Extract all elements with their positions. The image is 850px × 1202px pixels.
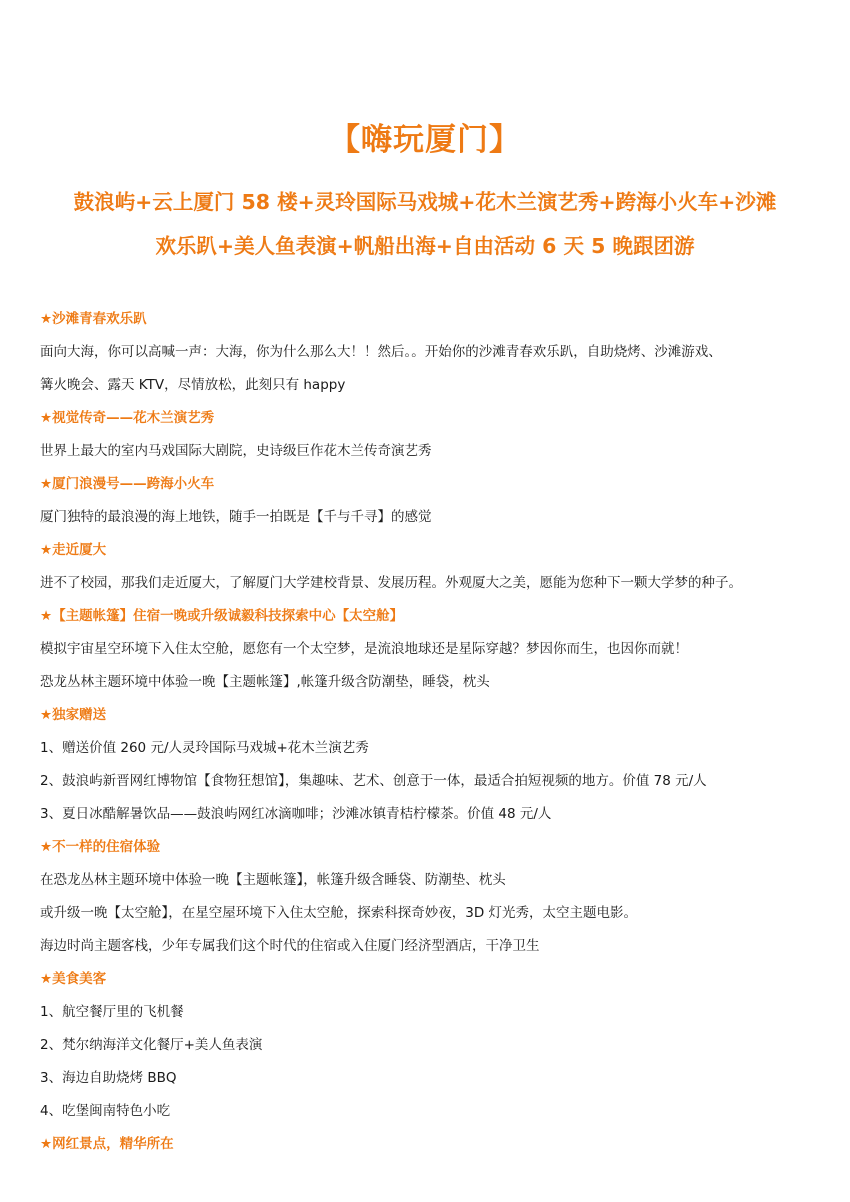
body-line: 厦门独特的最浪漫的海上地铁，随手一拍既是【千与千寻】的感觉: [40, 509, 432, 525]
body-line: 或升级一晚【太空舱】，在星空屋环境下入住太空舱，探索科探奇妙夜，3D 灯光秀，太空主题电影。: [40, 905, 638, 921]
body-line: 世界上最大的室内马戏国际大剧院，史诗级巨作花木兰传奇演艺秀: [40, 443, 432, 459]
body-line: 在恐龙丛林主题环境中体验一晚【主题帐篷】，帐篷升级含睡袋、防潮垫、枕头: [40, 872, 506, 888]
body-line: 3、海边自助烧烤 BBQ: [40, 1070, 177, 1086]
subtitle-line: 鼓浪屿+云上厦门 58 楼+灵玲国际马戏城+花木兰演艺秀+跨海小火车+沙滩: [73, 190, 777, 214]
body-line: 1、航空餐厅里的飞机餐: [40, 1004, 184, 1020]
body-line: 恐龙丛林主题环境中体验一晚【主题帐篷】,帐篷升级含防潮垫，睡袋，枕头: [40, 674, 490, 690]
body-line: 3、夏日冰酷解暑饮品——鼓浪屿网红冰滴咖啡；沙滩冰镇青桔柠檬茶。价值 48 元/人: [40, 806, 552, 822]
content-body: [40, 303, 820, 1161]
body-line: 4、吃堡闽南特色小吃: [40, 1103, 171, 1119]
body-line: 2、鼓浪屿新晋网红博物馆【食物狂想馆】，集趣味、艺术、创意于一体，最适合拍短视频的地方。价值 78 元/人: [40, 773, 707, 789]
body-line: 模拟宇宙星空环境下入住太空舱，愿您有一个太空梦，是流浪地球还是星际穿越？梦因你而生，也因你而就！: [40, 641, 688, 657]
section-heading-food: ★美食美客: [40, 971, 107, 987]
section-heading-beach-party: ★沙滩青春欢乐趴: [40, 311, 147, 327]
body-line: 2、梵尔纳海洋文化餐厅+美人鱼表演: [40, 1037, 263, 1053]
subtitle-line: 欢乐趴+美人鱼表演+帆船出海+自由活动 6 天 5 晚跟团游: [155, 234, 695, 258]
section-heading-accommodation: ★不一样的住宿体验: [40, 839, 161, 855]
body-line: 面向大海，你可以高喊一声：大海，你为什么那么大！！然后。。开始你的沙滩青春欢乐趴，自助烧烤、沙滩游戏、: [40, 344, 722, 360]
section-heading-attractions: ★网红景点，精华所在: [40, 1136, 174, 1152]
section-heading-xiamen-university: ★走近厦大: [40, 542, 107, 558]
page-subtitle: [28, 180, 822, 268]
body-line: 1、赠送价值 260 元/人灵玲国际马戏城+花木兰演艺秀: [40, 740, 369, 756]
section-heading-mulan-show: ★视觉传奇——花木兰演艺秀: [40, 410, 215, 426]
body-line: 进不了校园，那我们走近厦大，了解厦门大学建校背景、发展历程。外观厦大之美，愿能为您种下一颗大学梦的种子。: [40, 575, 742, 591]
section-heading-sea-train: ★厦门浪漫号——跨海小火车: [40, 476, 215, 492]
section-heading-theme-tent: ★【主题帐篷】住宿一晚或升级诚毅科技探索中心【太空舱】: [40, 608, 404, 624]
body-line: 海边时尚主题客栈，少年专属我们这个时代的住宿或入住厦门经济型酒店，干净卫生: [40, 938, 540, 954]
body-line: 篝火晚会、露天 KTV，尽情放松，此刻只有 happy: [40, 377, 346, 393]
page-title: 【嗨玩厦门】: [329, 122, 521, 158]
section-heading-exclusive-gifts: ★独家赠送: [40, 707, 107, 723]
